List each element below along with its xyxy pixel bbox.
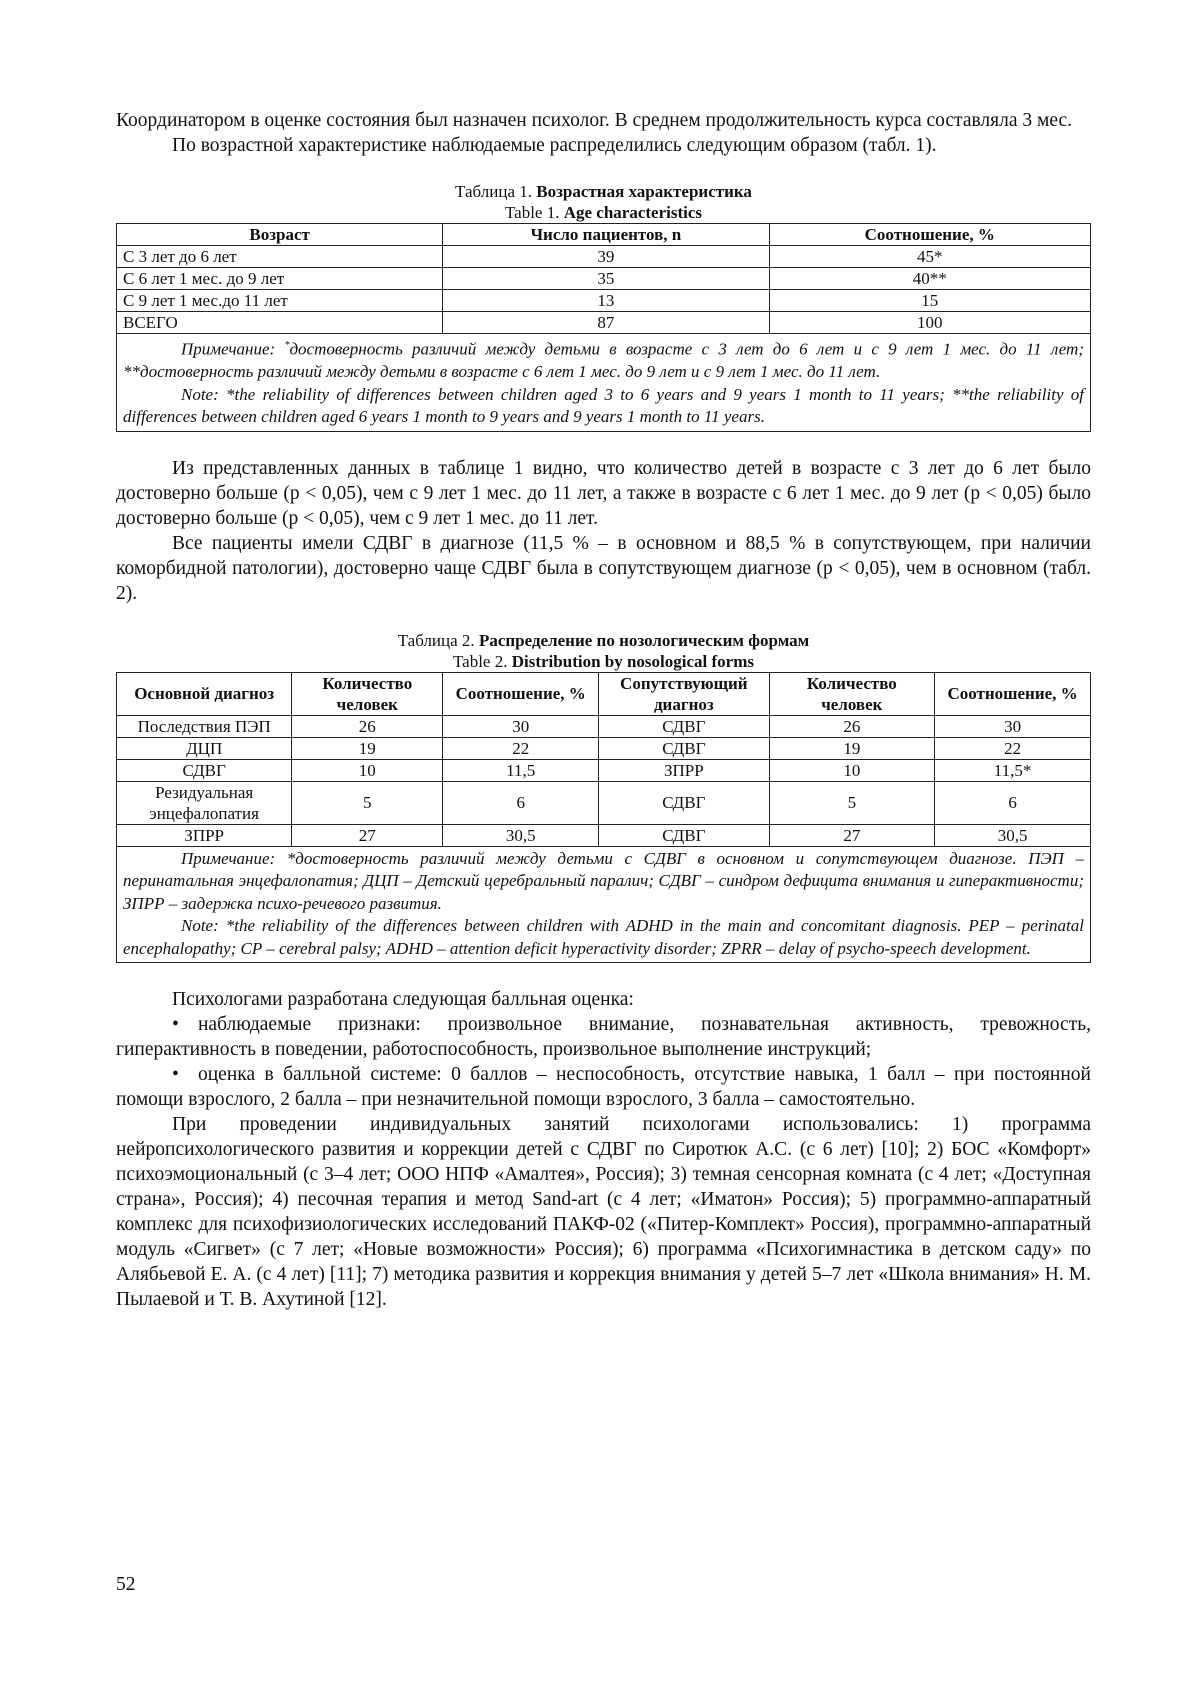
mid-paragraph-2: Все пациенты имели СДВГ в диагнозе (11,5 % – в основном и 88,5 % в сопутствующем, при наличии коморбидной патологии), достоверно чаще СДВГ была в сопутствующем диагнозе (p < 0,05), чем в основном (табл. 2). bbox=[116, 532, 1091, 604]
table-cell: 6 bbox=[935, 781, 1091, 824]
table-cell: ДЦП bbox=[117, 737, 292, 759]
table-cell: 22 bbox=[935, 737, 1091, 759]
table1-caption-en bbox=[116, 202, 1091, 223]
table1-note bbox=[117, 334, 1091, 432]
table1-note-ru-text: достоверность различий между детьми в возрасте с 3 лет до 6 лет и с 9 лет 1 мес. до 11 лет; **достоверность различий между детьми в возрасте с 6 лет 1 мес. до 9 лет и с 9 лет 1 мес. до 11 лет. bbox=[123, 339, 1084, 382]
table-cell: С 9 лет 1 мес.до 11 лет bbox=[117, 290, 443, 312]
table-cell: 30,5 bbox=[443, 824, 599, 846]
bullet-icon: • bbox=[172, 1014, 179, 1036]
table1-note-ru bbox=[123, 335, 1084, 384]
table-cell: 27 bbox=[292, 824, 443, 846]
table-cell: 26 bbox=[292, 715, 443, 737]
table-cell: 13 bbox=[443, 290, 769, 312]
table-cell: 5 bbox=[292, 781, 443, 824]
mid-paragraph-1: Из представленных данных в таблице 1 видно, что количество детей в возрасте с 3 лет до 6 лет было достоверно больше (p < 0,05), чем с 9 лет 1 мес. до 11 лет, а также в возрасте с 6 лет 1 мес. до 9 лет (p < 0,05) было достоверно больше (p < 0,05), чем с 9 лет 1 мес. до 11 лет. bbox=[116, 457, 1091, 529]
table-cell: 15 bbox=[769, 290, 1090, 312]
table-cell: 45* bbox=[769, 246, 1090, 268]
table-cell: С 3 лет до 6 лет bbox=[117, 246, 443, 268]
table2-header-concomitant-diagnosis: Сопутствующий диагноз bbox=[599, 672, 769, 715]
table-row bbox=[117, 737, 1091, 759]
intro-paragraph-1: Координатором в оценке состояния был назначен психолог. В среднем продолжительность курса составляла 3 мес. bbox=[116, 110, 1073, 131]
table-cell: 30,5 bbox=[935, 824, 1091, 846]
table2-header-row bbox=[117, 672, 1091, 715]
table2-caption-en-title: Distribution by nosological forms bbox=[511, 651, 755, 671]
table-cell: СДВГ bbox=[599, 781, 769, 824]
table-cell: СДВГ bbox=[599, 737, 769, 759]
table-row bbox=[117, 824, 1091, 846]
table-row bbox=[117, 312, 1091, 334]
table-cell: 22 bbox=[443, 737, 599, 759]
table-row bbox=[117, 781, 1091, 824]
table-cell: 35 bbox=[443, 268, 769, 290]
table-cell: 11,5* bbox=[935, 759, 1091, 781]
table1-age bbox=[116, 223, 1091, 432]
table2-header-count-2: Количество человек bbox=[769, 672, 935, 715]
table-cell: 6 bbox=[443, 781, 599, 824]
table2-note-en: Note: *the reliability of the differences between children with ADHD in the main and concomitant diagnosis. PEP – perinatal encephalopathy; CP – cerebral palsy; ADHD – attention deficit hyperactivity disorder; ZPRR – delay of psycho-speech development. bbox=[123, 916, 1084, 958]
table-cell: 11,5 bbox=[443, 759, 599, 781]
table-cell: 40** bbox=[769, 268, 1090, 290]
table-row bbox=[117, 268, 1091, 290]
table-cell: 100 bbox=[769, 312, 1090, 334]
table1-caption-en-prefix: Table 1. bbox=[504, 203, 564, 222]
page-number: 52 bbox=[116, 1574, 136, 1595]
table-cell: СДВГ bbox=[117, 759, 292, 781]
table-cell: Резидуальная энцефалопатия bbox=[117, 781, 292, 824]
table-cell: 19 bbox=[292, 737, 443, 759]
table-cell: СДВГ bbox=[599, 715, 769, 737]
table-cell: 5 bbox=[769, 781, 935, 824]
table-cell: 30 bbox=[443, 715, 599, 737]
outro-paragraph-1: Психологами разработана следующая балльная оценка: bbox=[172, 989, 634, 1011]
table1-caption-ru-title: Возрастная характеристика bbox=[536, 182, 752, 201]
page-body bbox=[116, 108, 1091, 1312]
table-row bbox=[117, 715, 1091, 737]
table2-note bbox=[117, 846, 1091, 963]
table2-nosological bbox=[116, 672, 1091, 964]
table-cell: 27 bbox=[769, 824, 935, 846]
table2-note-row bbox=[117, 846, 1091, 963]
table-cell: С 6 лет 1 мес. до 9 лет bbox=[117, 268, 443, 290]
list-item bbox=[116, 1062, 1091, 1112]
table1-caption-en-title: Age characteristics bbox=[563, 203, 703, 222]
list-item bbox=[116, 1012, 1091, 1062]
table2-caption-en bbox=[116, 651, 1091, 672]
table2-note-ru: Примечание: *достоверность различий между детьми с СДВГ в основном и сопутствующем диагнозе. ПЭП – перинатальная энцефалопатия; ДЦП – Детский церебральный паралич; СДВГ – синдром дефицита внимания и гиперактивности; ЗПРР – задержка психо-речевого развития. bbox=[123, 848, 1084, 913]
table-cell: 87 bbox=[443, 312, 769, 334]
table-row bbox=[117, 246, 1091, 268]
table-row bbox=[117, 290, 1091, 312]
table-cell: ЗПРР bbox=[117, 824, 292, 846]
outro-paragraph-2: При проведении индивидуальных занятий психологами использовались: 1) программа нейропсихологического развития и коррекции детей с СДВГ по Сиротюк А.С. (с 6 лет) [10]; 2) БОС «Комфорт» психоэмоциональный (с 3–4 лет; ООО НПФ «Амалтея», Россия); 3) темная сенсорная комната (с 4 лет; «Доступная страна», Россия); 4) песочная терапия и метод Sand-art (с 4 лет; «Иматон» Россия); 5) программно-аппаратный комплекс для психофизиологических исследований ПАКФ-02 («Питер-Комплект» Россия), программно-аппаратный модуль «Сигвет» (с 7 лет; «Новые возможности» Россия); 6) программа «Психогимнастика в детском саду» по Алябьевой Е. А. (с 4 лет) [11]; 7) методика развития и коррекция внимания у детей 5–7 лет «Школа внимания» Н. М. Пылаевой и Т. В. Ахутиной [12]. bbox=[116, 1114, 1091, 1311]
table2-header-ratio-2: Соотношение, % bbox=[935, 672, 1091, 715]
table2-header-count-1: Количество человек bbox=[292, 672, 443, 715]
table-cell: 26 bbox=[769, 715, 935, 737]
table-row bbox=[117, 759, 1091, 781]
table-cell: ЗПРР bbox=[599, 759, 769, 781]
table-cell: 10 bbox=[769, 759, 935, 781]
table1-header-row bbox=[117, 224, 1091, 246]
table-cell: Последствия ПЭП bbox=[117, 715, 292, 737]
table1-caption-ru bbox=[116, 181, 1091, 202]
list-item-text: наблюдаемые признаки: произвольное внимание, познавательная активность, тревожность, гиперактивность в поведении, работоспособность, произвольное выполнение инструкций; bbox=[116, 1014, 1091, 1061]
table1-note-en: Note: *the reliability of differences between children aged 3 to 6 years and 9 years 1 month to 11 years; **the reliability of differences between children aged 6 years 1 month to 9 years and 9 years 1 month to 11 years. bbox=[123, 384, 1084, 427]
bullet-icon: • bbox=[172, 1064, 179, 1086]
table-cell: СДВГ bbox=[599, 824, 769, 846]
table2-header-main-diagnosis: Основной диагноз bbox=[117, 672, 292, 715]
table-cell: ВСЕГО bbox=[117, 312, 443, 334]
table-cell: 19 bbox=[769, 737, 935, 759]
table1-header-ratio: Соотношение, % bbox=[769, 224, 1090, 246]
table-cell: 10 bbox=[292, 759, 443, 781]
table2-caption-ru-title: Распределение по нозологическим формам bbox=[478, 630, 810, 650]
table2-header-ratio-1: Соотношение, % bbox=[443, 672, 599, 715]
table2-caption-en-prefix: Table 2. bbox=[452, 651, 512, 671]
table1-caption-ru-prefix: Таблица 1. bbox=[455, 182, 537, 201]
list-item-text: оценка в балльной системе: 0 баллов – неспособность, отсутствие навыка, 1 балл – при постоянной помощи взрослого, 2 балла – при незначительной помощи взрослого, 3 балла – самостоятельно. bbox=[116, 1064, 1091, 1111]
intro-paragraph-2: По возрастной характеристике наблюдаемые распределились следующим образом (табл. 1). bbox=[172, 135, 937, 156]
table1-header-age: Возраст bbox=[117, 224, 443, 246]
table-cell: 39 bbox=[443, 246, 769, 268]
table-cell: 30 bbox=[935, 715, 1091, 737]
table1-note-ru-label: Примечание: bbox=[181, 339, 285, 359]
table2-caption-ru bbox=[116, 630, 1091, 651]
table1-note-row bbox=[117, 334, 1091, 432]
table1-note-ru-sup: * bbox=[284, 340, 290, 351]
table1-header-patients: Число пациентов, n bbox=[443, 224, 769, 246]
table2-caption-ru-prefix: Таблица 2. bbox=[397, 630, 479, 650]
